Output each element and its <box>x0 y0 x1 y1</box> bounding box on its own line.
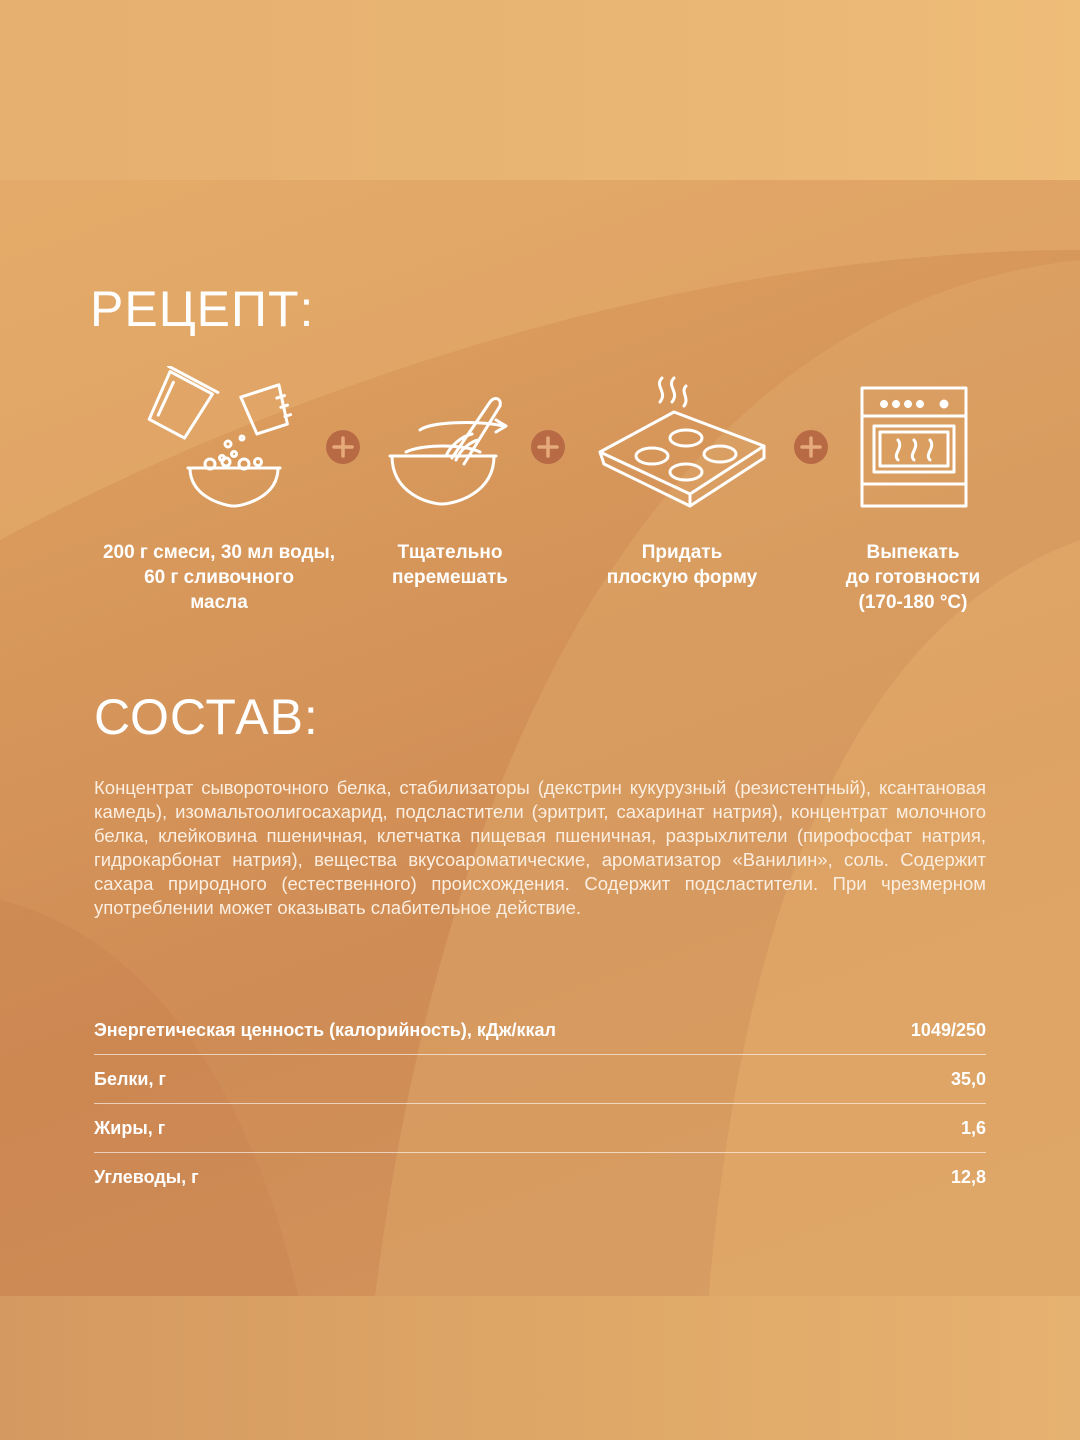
step-label-mix-ingredients: 200 г смеси, 30 мл воды, 60 г сливочного масла <box>102 542 336 613</box>
step-label-shape: Придать плоскую форму <box>606 542 758 588</box>
step-label-stir: Тщательно перемешать <box>392 542 508 588</box>
whisk-bowl-icon <box>386 386 516 510</box>
nutrition-label: Белки, г <box>94 1068 166 1089</box>
nutrition-value: 1,6 <box>960 1117 986 1138</box>
pour-ingredients-bowl-icon <box>138 366 302 512</box>
recipe-title: РЕЦЕПТ: <box>90 281 315 337</box>
plus-circle-icon <box>793 429 829 465</box>
nutrition-value: 12,8 <box>950 1166 986 1187</box>
plus-circle-icon <box>530 429 566 465</box>
nutrition-label: Жиры, г <box>94 1117 166 1138</box>
table-row <box>94 1104 986 1153</box>
composition-title: СОСТАВ: <box>94 689 319 745</box>
plus-circle-icon <box>325 429 361 465</box>
nutrition-table <box>94 1006 986 1201</box>
table-row <box>94 1006 986 1055</box>
oven-icon <box>858 384 970 510</box>
nutrition-label: Углеводы, г <box>94 1166 199 1187</box>
composition-text: Концентрат сывороточного белка, стабилизаторы (декстрин кукурузный (резистентный), ксантановая камедь), изомальтоолигосахарид, подсластители (эритрит, сахаринат натрия), концентрат молочного белка, клейковина пшеничная, клетчатка пищевая пшеничная, разрыхлители (пирофосфат натрия, гидрокарбонат натрия), вещества вкусоароматические, ароматизатор «Ванилин», соль. Содержит сахара природного (естественного) происхождения. Содержит подсластители. При чрезмерном употреблении может оказывать слабительное действие. <box>94 777 986 918</box>
baking-tray-icon <box>596 374 768 510</box>
nutrition-value: 1049/250 <box>910 1019 986 1040</box>
nutrition-value: 35,0 <box>950 1068 986 1089</box>
step-label-bake: Выпекать до готовности (170-180 °C) <box>845 542 981 613</box>
table-row <box>94 1153 986 1201</box>
nutrition-label: Энергетическая ценность (калорийность), кДж/ккал <box>94 1019 556 1040</box>
table-row <box>94 1055 986 1104</box>
